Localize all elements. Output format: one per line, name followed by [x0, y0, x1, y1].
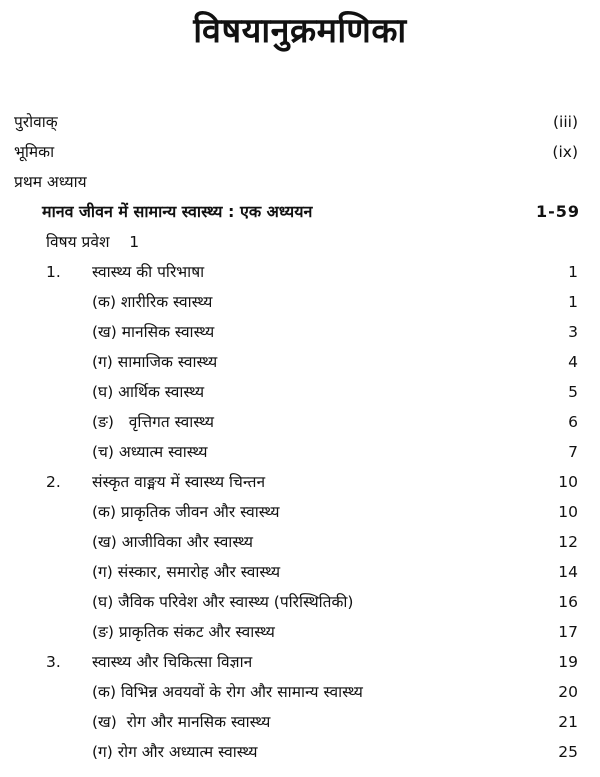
toc-chapter-title[interactable]	[0, 198, 600, 226]
toc-subsection[interactable]	[0, 528, 600, 556]
toc-subsection[interactable]	[0, 438, 600, 466]
toc-subsection[interactable]	[0, 288, 600, 316]
toc-section-number: 2.	[46, 473, 61, 491]
toc-entry-label: (घ) जैविक परिवेश और स्वास्थ्य (परिस्थितिकी)	[92, 593, 354, 611]
toc-entry-page: 14	[558, 563, 578, 581]
toc-entry-label: (ग) रोग और अध्यात्म स्वास्थ्य	[92, 743, 258, 761]
toc-entry-label: स्वास्थ्य की परिभाषा	[92, 263, 205, 281]
toc-subsection[interactable]	[0, 558, 600, 586]
toc-entry-label: (ग) सामाजिक स्वास्थ्य	[92, 353, 218, 371]
toc-entry-purovak[interactable]	[0, 108, 600, 136]
toc-entry-label: (ख) मानसिक स्वास्थ्य	[92, 323, 215, 341]
toc-entry-label: (ख) रोग और मानसिक स्वास्थ्य	[92, 713, 271, 731]
toc-entry-label: प्रथम अध्याय	[14, 173, 87, 191]
toc-entry-label: (क) प्राकृतिक जीवन और स्वास्थ्य	[92, 503, 280, 521]
toc-section-number: 3.	[46, 653, 61, 671]
toc-section-number: 1.	[46, 263, 61, 281]
toc-entry-label: (ग) संस्कार, समारोह और स्वास्थ्य	[92, 563, 281, 581]
toc-entry-label: स्वास्थ्य और चिकित्सा विज्ञान	[92, 653, 253, 671]
toc-entry-label: संस्कृत वाङ्मय में स्वास्थ्य चिन्तन	[92, 473, 266, 491]
toc-entry-page: 10	[558, 503, 578, 521]
toc-entry-page: 25	[558, 743, 578, 761]
toc-entry-label: (ङ) प्राकृतिक संकट और स्वास्थ्य	[92, 623, 275, 641]
toc-entry-page: (iii)	[552, 113, 578, 131]
toc-entry-page: 4	[568, 353, 578, 371]
toc-entry-page: 5	[568, 383, 578, 401]
toc-entry-label: (क) शारीरिक स्वास्थ्य	[92, 293, 213, 311]
toc-subsection[interactable]	[0, 708, 600, 736]
toc-chapter-heading	[0, 168, 600, 196]
toc-entry-page: 21	[558, 713, 578, 731]
toc-entry-page: 7	[568, 443, 578, 461]
toc-subsection[interactable]	[0, 678, 600, 706]
toc-entry-page: 20	[558, 683, 578, 701]
toc-entry-label: (च) अध्यात्म स्वास्थ्य	[92, 443, 208, 461]
toc-entry-intro[interactable]	[0, 228, 600, 256]
toc-entry-page: 1	[568, 263, 578, 281]
toc-entry-label: (घ) आर्थिक स्वास्थ्य	[92, 383, 205, 401]
toc-section-3[interactable]	[0, 648, 600, 676]
toc-entry-page: 17	[558, 623, 578, 641]
toc-entry-page: 1-59	[535, 202, 580, 221]
toc-subsection[interactable]	[0, 378, 600, 406]
toc-subsection[interactable]	[0, 318, 600, 346]
toc-subsection[interactable]	[0, 408, 600, 436]
toc-entry-label: मानव जीवन में सामान्य स्वास्थ्य : एक अध्ययन	[42, 202, 313, 221]
toc-entry-label: (ङ) वृत्तिगत स्वास्थ्य	[92, 413, 214, 431]
toc-entry-page: 1	[568, 293, 578, 311]
page-title: विषयानुक्रमणिका	[193, 11, 407, 51]
toc-entry-page: 3	[568, 323, 578, 341]
toc-entry-page: 10	[558, 473, 578, 491]
toc-entry-page: 12	[558, 533, 578, 551]
toc-entry-page: (ix)	[552, 143, 578, 161]
toc-entry-label: भूमिका	[14, 143, 55, 161]
toc-entry-page: 19	[558, 653, 578, 671]
toc-subsection[interactable]	[0, 348, 600, 376]
toc-entry-label: पुरोवाक्	[14, 113, 58, 131]
toc-subsection[interactable]	[0, 738, 600, 766]
toc-entry-label: (क) विभिन्न अवयवों के रोग और सामान्य स्वास्थ्य	[92, 683, 363, 701]
toc-subsection[interactable]	[0, 618, 600, 646]
toc-entry-label: विषय प्रवेश 1	[46, 233, 140, 251]
toc-subsection[interactable]	[0, 588, 600, 616]
toc-entry-label: (ख) आजीविका और स्वास्थ्य	[92, 533, 254, 551]
toc-entry-page: 6	[568, 413, 578, 431]
toc-section-1[interactable]	[0, 258, 600, 286]
toc-entry-bhumika[interactable]	[0, 138, 600, 166]
toc-section-2[interactable]	[0, 468, 600, 496]
toc-subsection[interactable]	[0, 498, 600, 526]
toc-entry-page: 16	[558, 593, 578, 611]
